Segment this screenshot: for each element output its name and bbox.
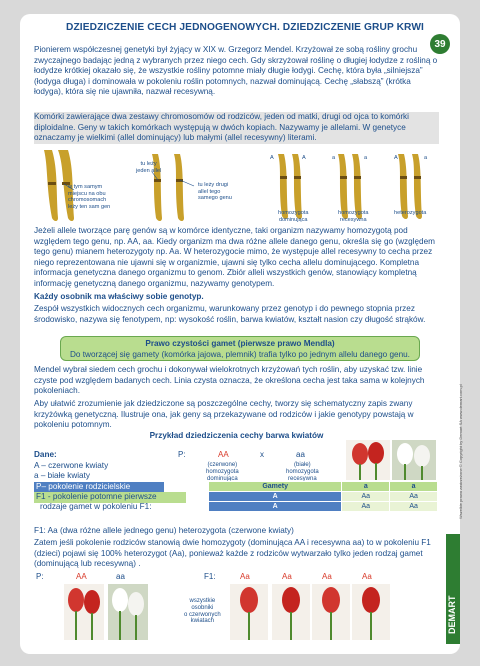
f1-note: wszystkie osobniki o czerwonych kwiatach [184,598,221,625]
parent-red-tulips-image [64,584,104,640]
label-homozygote-dominant: homozygota dominująca [278,210,309,223]
cross-legend [34,450,186,503]
f1-red-tulip-image-2 [272,584,310,640]
cross-p-label: P: [178,450,186,459]
f1-genotype: Aa [322,572,332,581]
f1-red-tulip-image-3 [312,584,350,640]
allele-a-1: a [332,155,336,161]
label-heterozygote: heterozygota [394,210,427,216]
example-title: Przykład dziedziczenia cechy barwa kwiatów [149,431,324,440]
cross-parent-AA-desc: (czerwone) homozygota dominująca [206,462,239,482]
copyright-text: Wszelkie prawa zastrzeżone © Copyright by Demart SA www.demart.com.pl [458,384,463,519]
page-title: DZIEDZICZENIE CECH JEDNOGENOWYCH. DZIEDZICZENIE GRUP KRWI [66,22,424,33]
f1-genotype: Aa [240,572,250,581]
f1-conclusion-line: F1: Aa (dwa różne allele jednego genu) heterozygota (czerwone kwiaty) [34,526,294,535]
cross-parent-aa-desc: (białe) homozygota recesywna [286,462,319,482]
copyright-strip [449,304,463,524]
body-paragraph-5: Zespół wszystkich widocznych cech organizmu, warunkowany przez genotyp i do pewnego stopnia przez środowisko, nazywa się fenotypem, np: wysokość roślin, barwa kwiatów, kształt nasion czy długość strąków. [34,304,426,324]
chromosome-label-one-allele: tu leży jeden allel [136,161,162,174]
gamete-table-cell: Aa [390,492,438,502]
gamete-table-cell: Aa [390,502,438,512]
allele-A-1: A [270,155,274,161]
allele-A-2: A [302,155,306,161]
final-f1-label: F1: [204,572,216,581]
final-p-label: P: [36,572,44,581]
legend-red: A – czerwone kwiaty [34,460,109,470]
mendel-law-box [60,336,420,361]
f1-genotype: Aa [282,572,292,581]
intro-paragraph-1: Pionierem współczesnej genetyki był żyjący w XIX w. Grzegorz Mendel. Krzyżował ze sobą rośliny grochu zwyczajnego badając jedną z wybranych przez niego cech. Gdy skrzyżował roślinę o długiej łodydze z rośliną o łodydze krótkiej okazało się, że wszystkie rośliny potomne miały długie łodygi. Cechę, która była „silniejsza” (łodyga długa) i dominowała w pokoleniu roślin potomnych, nazwał dominującą. Cechę „słabszą” (krótka łodyga), która się nie ujawniła, nazwał recesywną. [34,45,438,97]
gamete-table-header: Gamety [209,482,342,492]
body-paragraph-3: Jeżeli allele tworzące parę genów są w komórce identyczne, taki organizm nazywamy homozygotą pod względem tego genu, np. AA, aa. Kiedy organizm ma dwa różne allele danego genu, określa się go (względem tego genu) mianem heterozygoty np. Aa. W heterozygocie mimo, że występuje allel recesywny to cecha przez niego reprezentowana nie ujawni się w organizmie, ujawni się tylko cecha allelu dominującego. Kompletna informacja genetyczna danego organizmu to genom. Zbiór alleli wszystkich genów, stanowiący kompletną informację genetyczną danego organizmu, nazywamy genotypem. [34,226,435,288]
allele-A-3: A [394,155,398,161]
legend-parents: P– pokolenie rodzicielskie [34,482,164,493]
cross-parent-AA: AA [218,450,229,459]
red-tulips-image [346,440,390,480]
gamete-table-row-label: A [209,502,342,512]
final-parent-aa: aa [116,572,125,581]
page [20,14,463,654]
chromosome-label-same-gene: w tym samym miejscu na obu chromosomach leży ten sam gen [68,184,111,210]
gamete-table-cell: Aa [342,492,390,502]
body-paragraph-7: Aby ułatwić zrozumienie jak dziedziczone są poszczególne cechy, tworzy się schematyczny zapis zwany krzyżówką genetyczną. Ilustruje ona, jak geny są przekazywane od rodziców i jakie genotypy powstają w pokoleniu potomnym. [34,399,414,430]
parent-white-tulips-image [108,584,148,640]
brand-logo: DEMART [447,595,457,634]
legend-white: a – białe kwiaty [34,471,90,480]
body-paragraph-4: Każdy osobnik ma właściwy sobie genotyp. [34,292,204,301]
cross-parent-aa: aa [296,450,305,459]
intro-paragraph-2: Komórki zawierające dwa zestawy chromosomów od rodziców, jeden od matki, drugi od ojca to komórki diploidalne. Geny w takich komórkach występują w dwóch kopiach. Nazywamy je allelami. W genetyce oznaczamy je wielkimi (allel dominujący) lub małymi (allel recesywny) literami. [34,112,439,144]
gamete-table-row-label: A [209,492,342,502]
label-homozygote-recessive: homozygota recesywna [338,210,369,223]
page-number: 39 [430,34,450,54]
gamete-table-header: a [390,482,438,492]
mendel-law-text: Do tworzącej się gamety (komórka jajowa, plemnik) trafia tylko po jednym allelu danego genu. [70,350,410,359]
final-parent-AA: AA [76,572,87,581]
f1-genotype: Aa [362,572,372,581]
chromosome-label-second-allele: tu leży drugi allel tego samego genu [198,182,232,201]
mendel-law-title: Prawo czystości gamet (pierwsze prawo Mendla) [145,339,335,348]
f1-red-tulip-image-1 [230,584,268,640]
conclusion-paragraph: Zatem jeśli pokolenie rodziców stanowią dwie homozygoty (dominująca AA i recesywna aa) to w pokoleniu F1 (dzieci) pojawi się 100% heterozygot (Aa), ponieważ każde z rodziców wytwarzało tylko jeden rodzaj gamet (dominującą lub recesywną) . [34,538,431,569]
cross-x: x [260,450,264,459]
allele-a-3: a [424,155,428,161]
gamete-types-label: rodzaje gamet w pokoleniu F1: [40,502,152,511]
white-tulips-image [392,440,436,480]
legend-title: Dane: [34,450,57,459]
f1-red-tulip-image-4 [352,584,390,640]
brand-strip [446,534,460,644]
gamete-table-cell: Aa [342,502,390,512]
allele-a-2: a [364,155,368,161]
body-paragraph-6: Mendel wybrał siedem cech grochu i dokonywał wielokrotnych krzyżowań tych roślin, aby uzyskać tzw. linie czyste pod względem badanych cech. Linia czysta oznacza, że określona cecha jest taka sama w kolejnych pokoleniach. [34,365,425,396]
legend-f1: F1 - pokolenie potomne pierwsze [34,492,186,503]
gamete-table-header: a [342,482,390,492]
gamete-table [208,481,438,512]
